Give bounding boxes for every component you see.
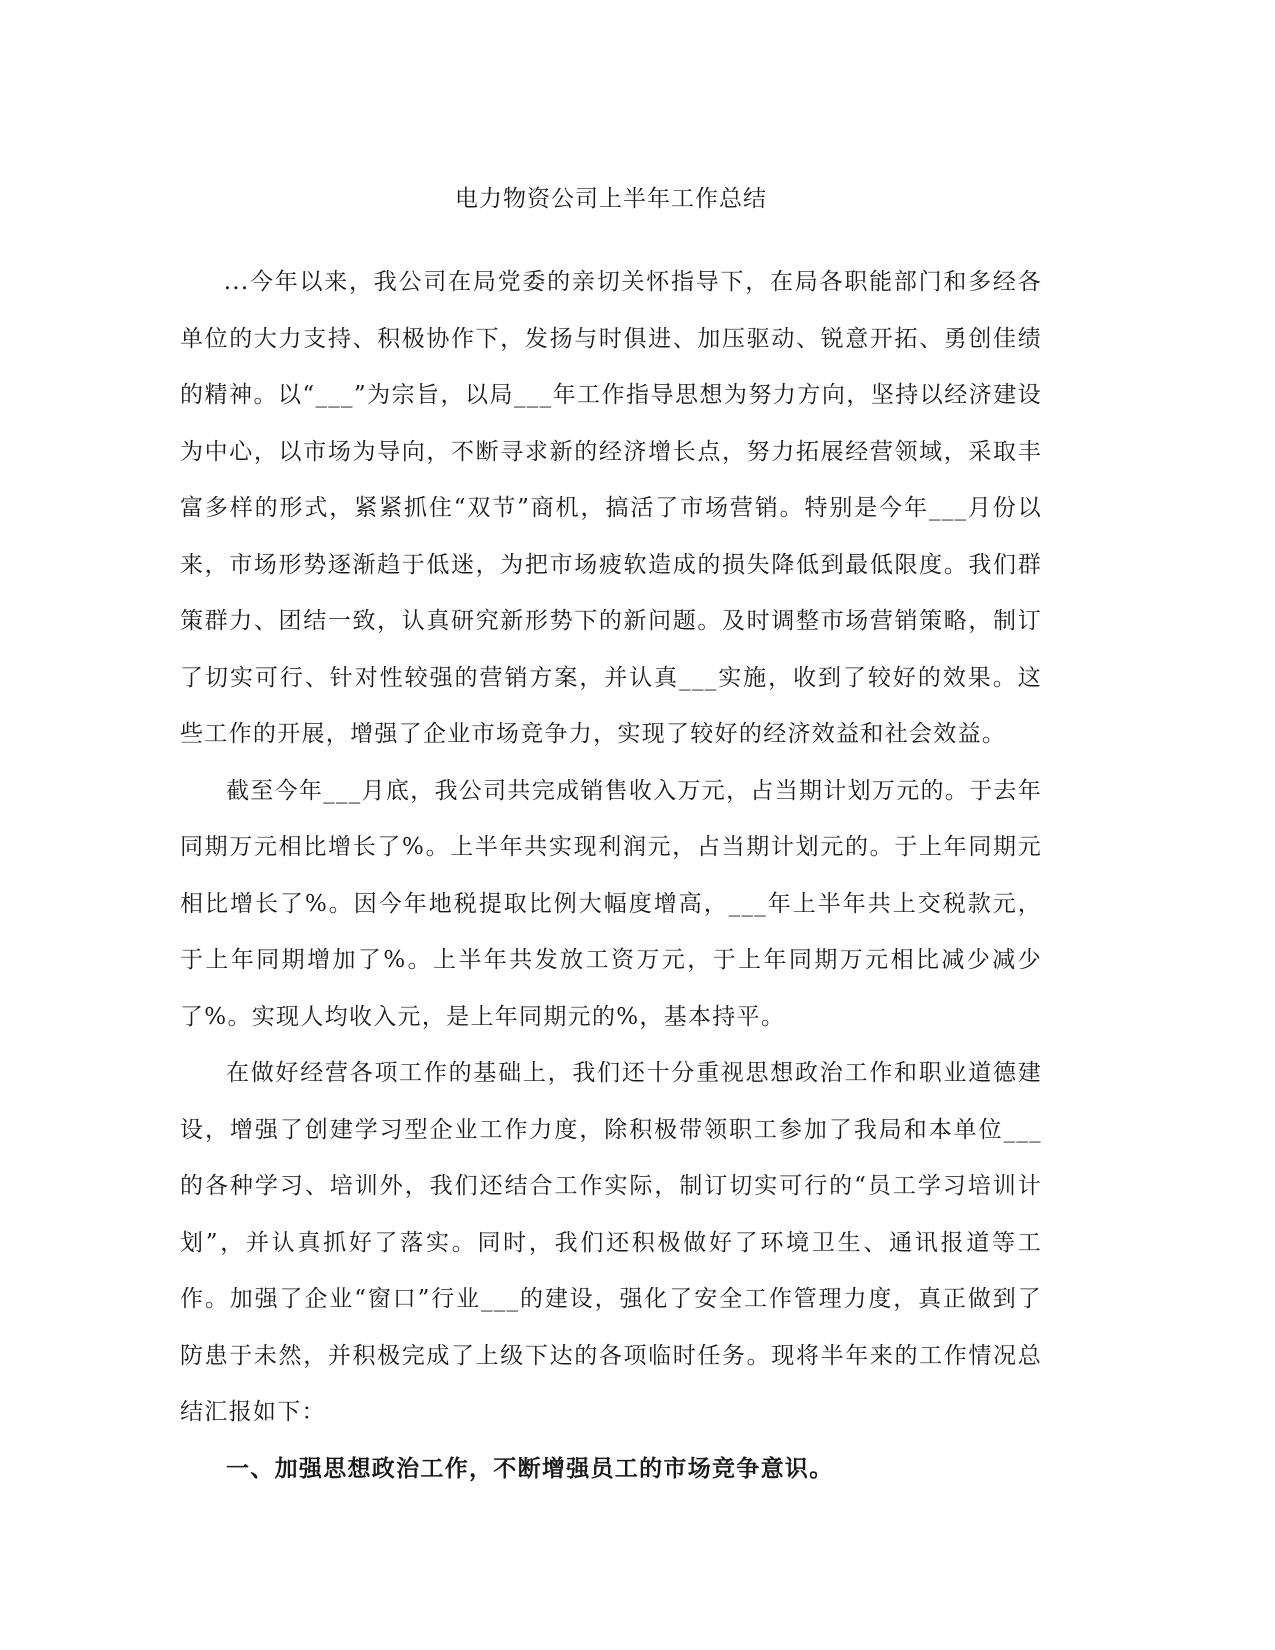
paragraph-intro: ...今年以来，我公司在局党委的亲切关怀指导下，在局各职能部门和多经各单位的大力支持、积极协作下，发扬与时俱进、加压驱动、锐意开拓、勇创佳绩的精神。以“___”为宗旨，以局___年工作指导思想为努力方向，坚持以经济建设为中心，以市场为导向，不断寻求新的经济增长点，努力拓展经营领域，采取丰富多样的形式，紧紧抓住“双节”商机，搞活了市场营销。特别是今年___月份以来，市场形势逐渐趋于低迷，为把市场疲软造成的损失降低到最低限度。我们群策群力、团结一致，认真研究新形势下的新问题。及时调整市场营销策略，制订了切实可行、针对性较强的营销方案，并认真___实施，收到了较好的效果。这些工作的开展，增强了企业市场竞争力，实现了较好的经济效益和社会效益。 bbox=[180, 269, 1042, 747]
document-title: 电力物资公司上半年工作总结 bbox=[455, 186, 767, 212]
section-heading-1: 一、加强思想政治工作，不断增强员工的市场竞争意识。 bbox=[226, 1454, 834, 1482]
document-body bbox=[180, 254, 1042, 1497]
paragraph-financial-summary: 截至今年___月底，我公司共完成销售收入万元，占当期计划万元的。于去年同期万元相比增长了%。上半年共实现利润元，占当期计划元的。于上年同期元相比增长了%。因今年地税提取比例大幅度增高，___年上半年共上交税款元，于上年同期增加了%。上半年共发放工资万元，于上年同期万元相比减少减少了%。实现人均收入元，是上年同期元的%，基本持平。 bbox=[180, 777, 1042, 1030]
document-page bbox=[180, 0, 1042, 1650]
paragraph-political-work: 在做好经营各项工作的基础上，我们还十分重视思想政治工作和职业道德建设，增强了创建学习型企业工作力度，除积极带领职工参加了我局和本单位___的各种学习、培训外，我们还结合工作实际，制订切实可行的“员工学习培训计划”，并认真抓好了落实。同时，我们还积极做好了环境卫生、通讯报道等工作。加强了企业“窗口”行业___的建设，强化了安全工作管理力度，真正做到了防患于未然，并积极完成了上级下达的各项临时任务。现将半年来的工作情况总结汇报如下： bbox=[180, 1060, 1042, 1425]
